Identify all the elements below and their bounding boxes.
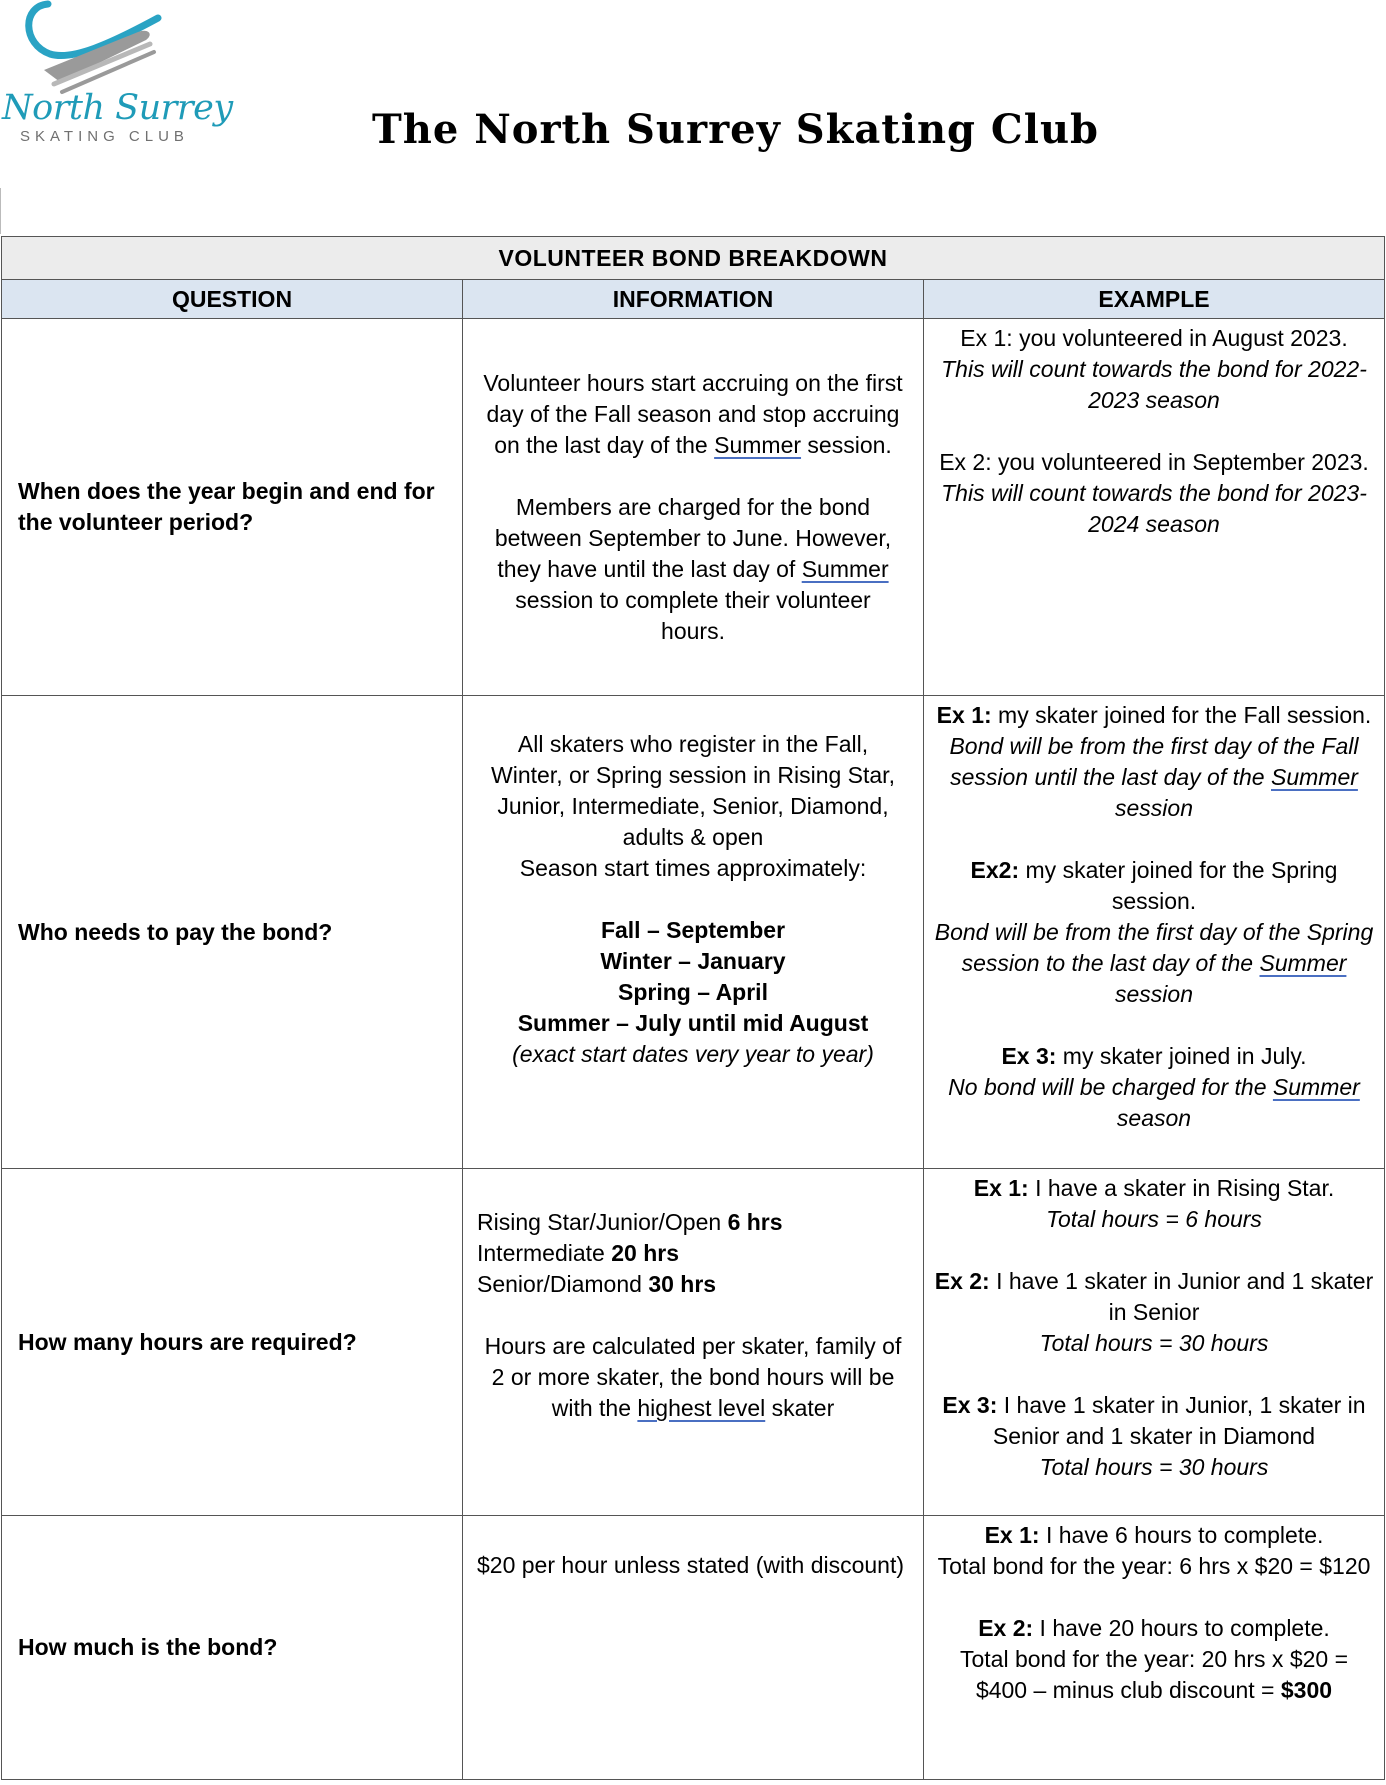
club-logo [0,0,233,150]
info-text: All skaters who register in the Fall, Winter, or Spring session in Rising Star, Junior, Intermediate, Senior, Diamond, adults & open [491,731,895,850]
info-text: Summer [801,555,889,582]
example-note: session [1115,795,1193,821]
example-text: I have a skater in Rising Star. [1028,1175,1335,1201]
bond-table [1,236,1385,1780]
example-note: Bond will be from the first day of the Fall session until the last day of the [949,733,1359,790]
example-cell [924,319,1385,696]
example-note: Summer [1259,950,1347,976]
info-note: (exact start dates very year to year) [512,1041,874,1067]
season-item: Summer – July until mid August [517,1010,869,1036]
info-text: highest level [637,1395,766,1421]
question-cell: How many hours are required? [2,1169,463,1516]
example-total: $300 [1280,1677,1333,1703]
example-label: Ex2: [970,857,1020,883]
example-label: Ex 1: [973,1175,1029,1201]
example-cell [924,1516,1385,1780]
table-row [2,319,1385,696]
example-text: I have 6 hours to complete. [1039,1522,1324,1548]
example-cell [924,1169,1385,1516]
example-label: Ex 2: [978,1615,1034,1641]
question-cell: How much is the bond? [2,1516,463,1780]
example-label: Ex 2: [934,1268,990,1294]
level-name: Senior/Diamond [477,1271,649,1297]
example-text: Ex 2: you volunteered in September 2023. [939,449,1369,475]
information-cell [463,319,924,696]
info-text: Season start times approximately: [519,855,867,881]
example-note: Summer [1271,764,1358,790]
information-cell [463,1516,924,1780]
divider [0,188,1,234]
example-note: This will count towards the bond for 2022-2023 season [941,356,1367,413]
example-label: Ex 1: [936,702,992,728]
example-text: my skater joined in July. [1056,1043,1307,1069]
table-row [2,1516,1385,1780]
level-hours: 30 hrs [648,1271,717,1297]
example-note: This will count towards the bond for 2023-2024 season [941,480,1367,537]
level-name: Rising Star/Junior/Open [477,1209,728,1235]
info-text: session to complete their volunteer hours. [515,586,871,644]
info-text: $20 per hour unless stated (with discount) [477,1552,905,1578]
season-item: Winter – January [600,948,786,974]
example-cell [924,696,1385,1169]
example-note: Total hours = 30 hours [1039,1454,1269,1480]
example-note: No bond will be charged for the [948,1074,1273,1100]
example-label: Ex 1: [984,1522,1040,1548]
example-note: session [1115,981,1193,1007]
example-text: Ex 1: you volunteered in August 2023. [960,325,1348,351]
column-header-question: QUESTION [2,280,463,319]
question-cell: Who needs to pay the bond? [2,696,463,1169]
column-header-example: EXAMPLE [924,280,1385,319]
example-text: my skater joined for the Fall session. [991,702,1372,728]
season-item: Fall – September [600,917,786,943]
level-hours: 20 hrs [611,1240,680,1266]
example-text: my skater joined for the Spring session. [1019,857,1338,914]
logo-name: North Surrey [2,88,233,128]
info-text: session. [801,431,892,458]
info-text: Summer [714,431,802,458]
example-text: I have 1 skater in Junior and 1 skater in Senior [989,1268,1374,1325]
information-cell [463,1169,924,1516]
table-row [2,696,1385,1169]
example-note: Total hours = 6 hours [1046,1206,1262,1232]
example-label: Ex 3: [1001,1043,1057,1069]
season-item: Spring – April [618,979,768,1005]
example-note: Bond will be from the first day of the Spring session to the last day of the [934,919,1374,976]
column-header-information: INFORMATION [463,280,924,319]
table-row [2,1169,1385,1516]
example-note: season [1116,1105,1192,1131]
level-hours: 6 hrs [727,1209,783,1235]
information-cell [463,696,924,1169]
table-banner: VOLUNTEER BOND BREAKDOWN [2,237,1385,280]
example-note: Summer [1272,1074,1360,1100]
example-text: I have 20 hours to complete. [1033,1615,1330,1641]
logo-subtitle: SKATING CLUB [20,128,189,145]
example-note: Total hours = 30 hours [1039,1330,1269,1356]
info-text: Hours are calculated per skater, family of 2 or more skater, the bond hours will be with the [484,1333,902,1421]
question-cell: When does the year begin and end for the volunteer period? [2,319,463,696]
level-name: Intermediate [477,1240,612,1266]
info-text: Volunteer hours start accruing on the first day of the Fall season and stop accruing on the last day of the [483,369,903,458]
example-calc: Total bond for the year: 6 hrs x $20 = $120 [937,1553,1371,1579]
info-text: skater [765,1395,835,1421]
page-title: The North Surrey Skating Club [372,106,1100,153]
example-label: Ex 3: [942,1392,998,1418]
example-text: I have 1 skater in Junior, 1 skater in Senior and 1 skater in Diamond [992,1392,1366,1449]
info-text: Members are charged for the bond between September to June. However, they have until the last day of [494,493,892,582]
example-calc: Total bond for the year: 20 hrs x $20 = $400 – minus club discount = [959,1646,1349,1703]
